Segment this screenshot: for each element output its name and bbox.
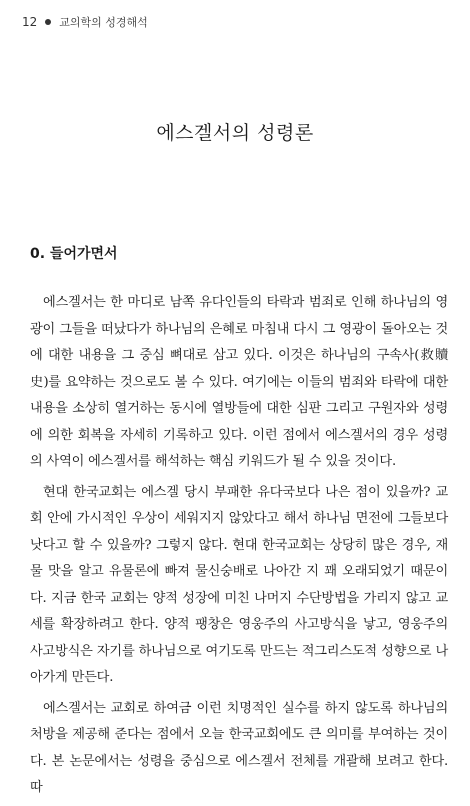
bullet-dot-icon <box>45 19 51 25</box>
page-number: 12 <box>22 15 38 29</box>
paragraph: 현대 한국교회는 에스겔 당시 부패한 유다국보다 나은 점이 있을까? 교회 안에 가시적인 우상이 세워지지 않았다고 해서 하나님 면전에 그들보다 낫다고 할 수 있을까? 그렇지 않다. 현대 한국교회는 상당히 많은 경우, 재물 맛을 알고 유물론에 빠져 물신숭배로 나아간 지 꽤 오래되었기 때문이다. 지금 한국 교회는 양적 성장에 미친 나머지 수단방법을 가리지 않고 교세를 확장하려고 한다. 양적 팽창은 영웅주의 사고방식을 낳고, 영웅주의 사고방식은 자기를 하나님으로 여기도록 만드는 적그리스도적 성향으로 나아가게 만든다. <box>30 484 448 685</box>
running-title: 교의학의 성경해석 <box>59 16 148 29</box>
running-header <box>22 14 148 30</box>
paragraph: 에스겔서는 한 마디로 남쪽 유다인들의 타락과 범죄로 인해 하나님의 영광이 그들을 떠났다가 하나님의 은혜로 마침내 다시 그 영광이 돌아오는 것에 대한 내용을 그 중심 뼈대로 삼고 있다. 이것은 하나님의 구속사(救贖史)를 요약하는 것으로도 볼 수 있다. 여기에는 이들의 범죄와 타락에 대한 내용을 소상히 열거하는 동시에 열방들에 대한 심판 그리고 구원자와 성령에 의한 회복을 자세히 기록하고 있다. 이런 점에서 에스겔서의 경우 성령의 사역이 에스겔서를 해석하는 핵심 키워드가 될 수 있을 것이다. <box>30 295 448 469</box>
article-title: 에스겔서의 성령론 <box>156 122 314 144</box>
section-heading: 0. 들어가면서 <box>30 246 118 262</box>
paragraph: 에스겔서는 교회로 하여금 이런 치명적인 실수를 하지 않도록 하나님의 처방을 제공해 준다는 점에서 오늘 한국교회에도 큰 의미를 부여하는 것이다. 본 논문에서는 성령을 중심으로 에스겔서 전체를 개괄해 보려고 한다. 따 <box>30 700 448 795</box>
body-text <box>30 290 448 806</box>
